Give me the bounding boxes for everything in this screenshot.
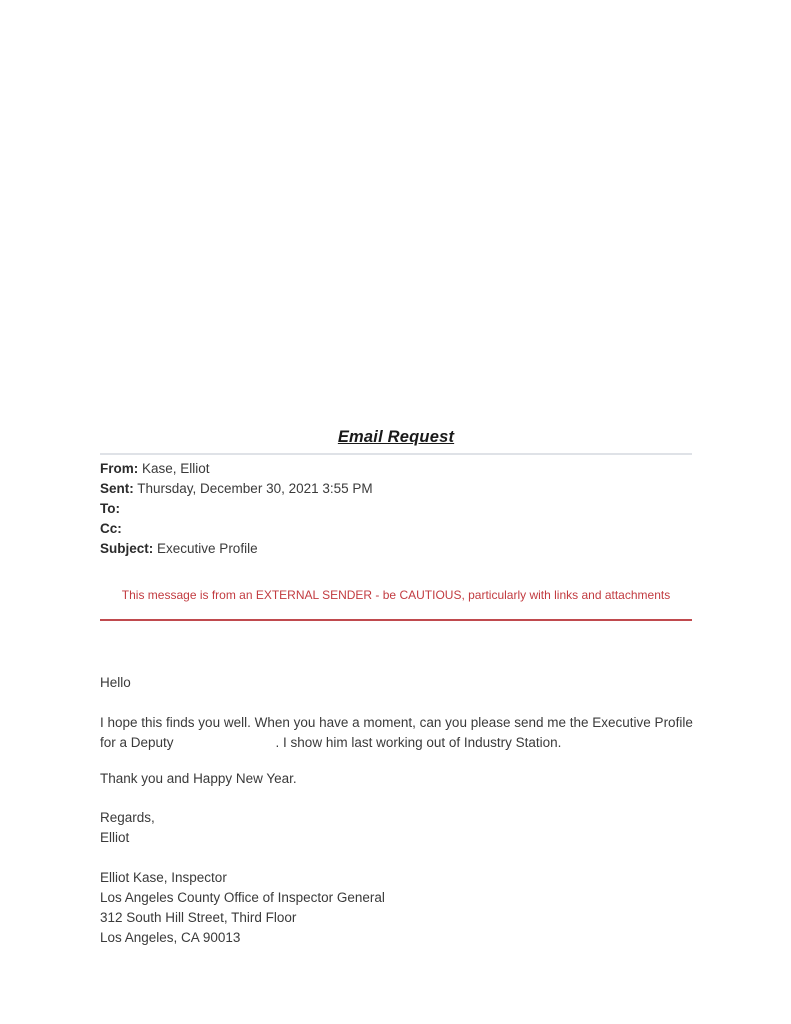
- body-closing: Thank you and Happy New Year.: [100, 771, 297, 786]
- header-from-value: Kase, Elliot: [142, 461, 210, 476]
- header-from: [100, 459, 692, 479]
- paragraph-line-2-after: . I show him last working out of Industry Station.: [275, 735, 562, 750]
- warning-rule-line: [100, 619, 692, 621]
- signature-city-state-zip: Los Angeles, CA 90013: [100, 930, 241, 945]
- header-cc: [100, 519, 692, 539]
- header-sent: [100, 479, 692, 499]
- header-to-label: To:: [100, 501, 120, 516]
- header-subject: [100, 539, 692, 559]
- header-sent-label: Sent:: [100, 481, 134, 496]
- header-sent-value: Thursday, December 30, 2021 3:55 PM: [137, 481, 373, 496]
- title-divider-line: [100, 453, 692, 455]
- signoff: Regards,: [100, 810, 155, 825]
- external-sender-warning: This message is from an EXTERNAL SENDER - be CAUTIOUS, particularly with links and attachments: [121, 588, 671, 602]
- paragraph-line-2-before: for a Deputy: [100, 735, 174, 750]
- signoff-block: [100, 808, 692, 848]
- header-cc-label: Cc:: [100, 521, 122, 536]
- email-headers: [100, 459, 692, 559]
- signature-street-address: 312 South Hill Street, Third Floor: [100, 910, 297, 925]
- paragraph-line-2: [100, 733, 692, 753]
- document-title: Email Request: [337, 428, 455, 446]
- body-paragraph: [100, 713, 692, 753]
- header-subject-value: Executive Profile: [157, 541, 258, 556]
- signoff-name: Elliot: [100, 830, 130, 845]
- email-document: [100, 428, 692, 948]
- header-from-label: From:: [100, 461, 139, 476]
- signature-organization: Los Angeles County Office of Inspector General: [100, 890, 385, 905]
- header-subject-label: Subject:: [100, 541, 154, 556]
- redacted-name-gap: [174, 746, 276, 747]
- body-greeting: Hello: [100, 675, 131, 690]
- paragraph-line-1: I hope this finds you well. When you have a moment, can you please send me the Executive Profile: [100, 715, 693, 730]
- header-to: [100, 499, 692, 519]
- signature-block: [100, 868, 692, 948]
- signature-name-title: Elliot Kase, Inspector: [100, 870, 227, 885]
